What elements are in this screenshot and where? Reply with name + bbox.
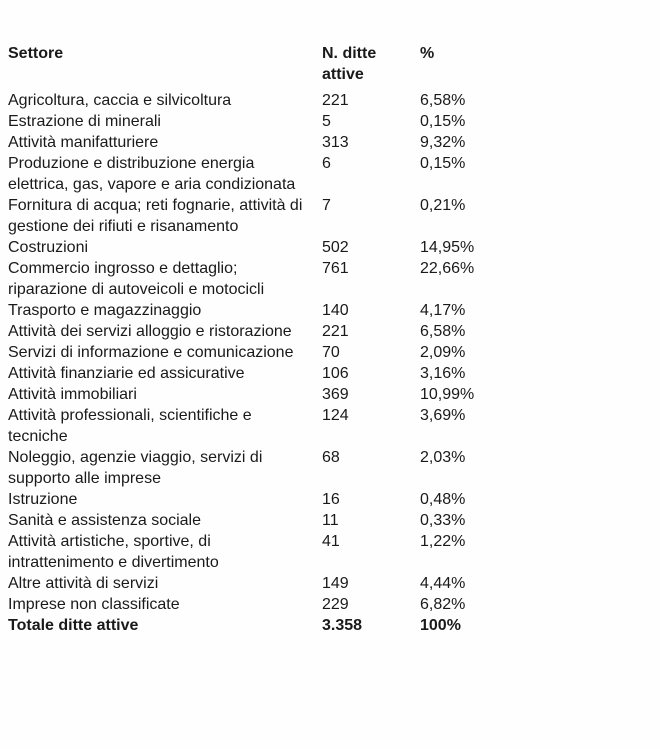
active-firms-count-cell: 16: [322, 491, 340, 508]
table-row: [8, 594, 568, 615]
total-active-firms-count: 3.358: [322, 617, 363, 634]
percent-cell: 3,69%: [420, 407, 466, 424]
table-row: [8, 153, 568, 195]
sector-name-cell: Attività finanziarie ed assicurative: [8, 365, 245, 382]
active-firms-count-cell: 221: [322, 92, 349, 109]
active-firms-count-cell: 106: [322, 365, 349, 382]
active-firms-count-cell: 11: [322, 512, 339, 529]
active-firms-count-cell: 369: [322, 386, 349, 403]
active-firms-count-cell: 149: [322, 575, 349, 592]
percent-cell: 6,58%: [420, 92, 466, 109]
active-firms-count-cell: 7: [322, 197, 331, 214]
active-firms-count-cell: 502: [322, 239, 349, 256]
sector-name-cell: Attività dei servizi alloggio e ristorazione: [8, 323, 292, 340]
percent-cell: 6,82%: [420, 596, 466, 613]
sector-name-cell: Attività manifatturiere: [8, 134, 159, 151]
sector-name-cell: Estrazione di minerali: [8, 113, 161, 130]
sector-name-cell: Trasporto e magazzinaggio: [8, 302, 202, 319]
percent-cell: 4,17%: [420, 302, 466, 319]
sector-name-cell: Commercio ingrosso e dettaglio; riparazione di autoveicoli e motocicli: [8, 260, 265, 298]
column-header-percent: %: [420, 45, 435, 62]
sector-name-cell: Agricoltura, caccia e silvicoltura: [8, 92, 232, 109]
sector-name-cell: Servizi di informazione e comunicazione: [8, 344, 294, 361]
sector-name-cell: Produzione e distribuzione energia elettrica, gas, vapore e aria condizionata: [8, 155, 296, 193]
table-row: [8, 300, 568, 321]
sector-name-cell: Fornitura di acqua; reti fognarie, attività di gestione dei rifiuti e risanamento: [8, 197, 303, 235]
table-row: [8, 237, 568, 258]
table-row: [8, 363, 568, 384]
active-firms-count-cell: 221: [322, 323, 349, 340]
table-row: [8, 573, 568, 594]
table-row: [8, 447, 568, 489]
table-row: [8, 321, 568, 342]
column-header-settore: Settore: [8, 45, 64, 62]
table-row: [8, 258, 568, 300]
sector-name-cell: Sanità e assistenza sociale: [8, 512, 201, 529]
table-row: [8, 489, 568, 510]
column-header-n-ditte-attive: N. ditte attive: [322, 45, 377, 83]
total-label: Totale ditte attive: [8, 617, 139, 634]
active-firms-count-cell: 68: [322, 449, 340, 466]
percent-cell: 10,99%: [420, 386, 475, 403]
percent-cell: 14,95%: [420, 239, 475, 256]
active-firms-count-cell: 6: [322, 155, 331, 172]
sector-name-cell: Noleggio, agenzie viaggio, servizi di supporto alle imprese: [8, 449, 263, 487]
percent-cell: 2,03%: [420, 449, 466, 466]
sector-name-cell: Istruzione: [8, 491, 78, 508]
percent-cell: 6,58%: [420, 323, 466, 340]
active-firms-count-cell: 229: [322, 596, 349, 613]
table-row: [8, 531, 568, 573]
percent-cell: 2,09%: [420, 344, 466, 361]
active-firms-count-cell: 41: [322, 533, 340, 550]
active-firms-count-cell: 761: [322, 260, 349, 277]
table-header: [8, 43, 568, 85]
sector-name-cell: Attività immobiliari: [8, 386, 137, 403]
table-row: [8, 111, 568, 132]
table-row: [8, 405, 568, 447]
active-firms-count-cell: 124: [322, 407, 349, 424]
sector-name-cell: Imprese non classificate: [8, 596, 180, 613]
total-percent: 100%: [420, 617, 461, 634]
table-row: [8, 342, 568, 363]
sector-name-cell: Altre attività di servizi: [8, 575, 159, 592]
percent-cell: 22,66%: [420, 260, 475, 277]
table-row: [8, 90, 568, 111]
active-firms-count-cell: 70: [322, 344, 340, 361]
percent-cell: 0,15%: [420, 113, 466, 130]
sector-table: [8, 43, 568, 636]
table-total-row: [8, 615, 568, 636]
percent-cell: 0,21%: [420, 197, 466, 214]
sector-name-cell: Costruzioni: [8, 239, 89, 256]
percent-cell: 0,33%: [420, 512, 466, 529]
table-row: [8, 132, 568, 153]
sector-name-cell: Attività artistiche, sportive, di intrattenimento e divertimento: [8, 533, 219, 571]
active-firms-count-cell: 313: [322, 134, 349, 151]
percent-cell: 3,16%: [420, 365, 466, 382]
active-firms-count-cell: 5: [322, 113, 331, 130]
percent-cell: 4,44%: [420, 575, 466, 592]
percent-cell: 0,15%: [420, 155, 466, 172]
percent-cell: 9,32%: [420, 134, 466, 151]
percent-cell: 1,22%: [420, 533, 466, 550]
table-row: [8, 195, 568, 237]
table-body: [8, 90, 568, 615]
table-row: [8, 384, 568, 405]
percent-cell: 0,48%: [420, 491, 466, 508]
sector-name-cell: Attività professionali, scientifiche e tecniche: [8, 407, 252, 445]
active-firms-count-cell: 140: [322, 302, 349, 319]
table-row: [8, 510, 568, 531]
